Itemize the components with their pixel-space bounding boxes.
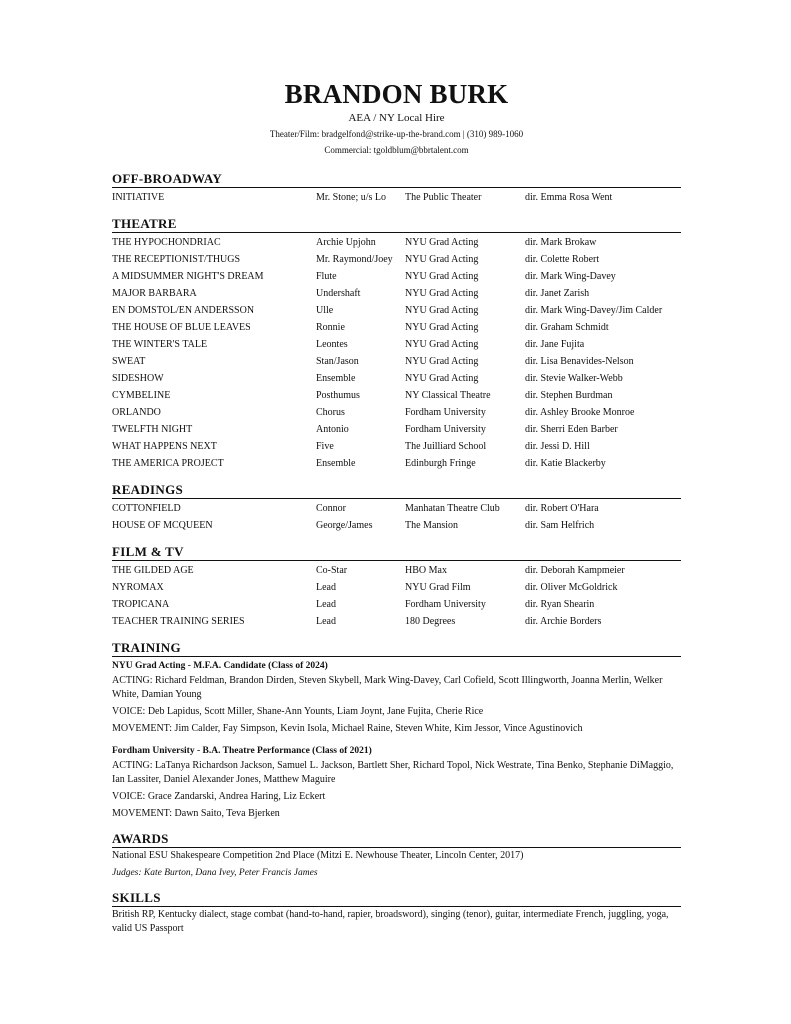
skills-section — [112, 890, 681, 936]
readings-section — [112, 482, 681, 534]
credit-role: Ensemble — [316, 458, 356, 469]
credit-row — [112, 268, 681, 285]
credit-title: A MIDSUMMER NIGHT'S DREAM — [112, 271, 264, 282]
credit-title: COTTONFIELD — [112, 503, 181, 514]
credit-title: THE WINTER'S TALE — [112, 339, 208, 350]
credit-role: Chorus — [316, 407, 345, 418]
fordham-movement-teachers: MOVEMENT: Dawn Saito, Teva Bjerken — [112, 808, 280, 819]
credit-director: dir. Jessi D. Hill — [525, 441, 590, 452]
credit-director: dir. Sam Helfrich — [525, 520, 595, 531]
credit-venue: NYU Grad Acting — [405, 305, 479, 316]
credit-director: dir. Oliver McGoldrick — [525, 582, 618, 593]
theatre-section — [112, 216, 681, 472]
actor-name: BRANDON BURK — [284, 79, 509, 109]
credit-row — [112, 455, 681, 472]
credit-title: THE GILDED AGE — [112, 565, 194, 576]
credit-row — [112, 596, 681, 613]
credit-venue: Fordham University — [405, 407, 486, 418]
credit-role: Lead — [316, 616, 336, 627]
credit-row — [112, 234, 681, 251]
credit-row — [112, 421, 681, 438]
credit-venue: The Mansion — [405, 520, 459, 531]
credit-title: THE AMERICA PROJECT — [112, 458, 224, 469]
credit-title: MAJOR BARBARA — [112, 288, 197, 299]
credit-row — [112, 613, 681, 630]
fordham-acting-teachers: ACTING: LaTanya Richardson Jackson, Samuel L. Jackson, Bartlett Sher, Richard Topol, Nick Westrate, Tina Benko, Stephanie DiMaggio, Ian Lassiter, Daniel Alexander Jones, Matthew Maguire — [112, 760, 674, 785]
award-judges — [112, 866, 681, 880]
section-title: OFF-BROADWAY — [112, 171, 681, 188]
credit-role: Co-Star — [316, 565, 348, 576]
credit-venue: NYU Grad Acting — [405, 271, 479, 282]
credit-director: dir. Colette Robert — [525, 254, 600, 265]
credit-director: dir. Jane Fujita — [525, 339, 585, 350]
credit-title: EN DOMSTOL/EN ANDERSSON — [112, 305, 255, 316]
credit-title: TROPICANA — [112, 599, 170, 610]
credit-venue: NYU Grad Acting — [405, 339, 479, 350]
school-nyu: NYU Grad Acting - M.F.A. Candidate (Class of 2024) — [112, 661, 328, 671]
training-section — [112, 640, 681, 821]
section-title: THEATRE — [112, 216, 681, 233]
credit-row — [112, 562, 681, 579]
credit-title: HOUSE OF MCQUEEN — [112, 520, 213, 531]
credit-director: dir. Stephen Burdman — [525, 390, 613, 401]
nyu-movement-teachers: MOVEMENT: Jim Calder, Fay Simpson, Kevin Isola, Michael Raine, Steven White, Kim Jessor, Vince Agustinovich — [112, 723, 583, 734]
credit-row — [112, 319, 681, 336]
judges-names: : Kate Burton, Dana Ivey, Peter Francis James — [138, 868, 318, 878]
credit-row — [112, 579, 681, 596]
credit-venue: Manhatan Theatre Club — [405, 503, 500, 514]
credit-role: Connor — [316, 503, 346, 514]
credit-role: Leontes — [316, 339, 348, 350]
credit-venue: Fordham University — [405, 424, 486, 435]
nyu-acting-teachers: ACTING: Richard Feldman, Brandon Dirden, Steven Skybell, Mark Wing-Davey, Carl Cofield, Scott Illingworth, Joanna Merlin, Welker White, Damian Young — [112, 675, 663, 700]
credit-role: Ensemble — [316, 373, 356, 384]
off-broadway-section — [112, 171, 681, 206]
credit-director: dir. Robert O'Hara — [525, 503, 599, 514]
credit-venue: NYU Grad Acting — [405, 288, 479, 299]
credit-title: WHAT HAPPENS NEXT — [112, 441, 217, 452]
section-title: TRAINING — [112, 640, 681, 657]
awards-section — [112, 831, 681, 880]
credit-role: Ronnie — [316, 322, 345, 333]
credit-director: dir. Mark Wing-Davey — [525, 271, 616, 282]
section-title: FILM & TV — [112, 544, 681, 561]
credit-venue: NYU Grad Film — [405, 582, 471, 593]
credit-director: dir. Deborah Kampmeier — [525, 565, 625, 576]
credit-title: INITIATIVE — [112, 192, 165, 203]
credit-venue: NYU Grad Acting — [405, 356, 479, 367]
credit-role: Stan/Jason — [316, 356, 359, 367]
section-title: SKILLS — [112, 890, 681, 907]
credit-title: THE RECEPTIONIST/THUGS — [112, 254, 241, 265]
credit-role: Posthumus — [316, 390, 360, 401]
section-title: AWARDS — [112, 831, 681, 848]
credit-row — [112, 438, 681, 455]
credit-director: dir. Graham Schmidt — [525, 322, 609, 333]
credit-venue: NYU Grad Acting — [405, 237, 479, 248]
credit-title: SWEAT — [112, 356, 146, 367]
credit-venue: NY Classical Theatre — [405, 390, 491, 401]
film-tv-section — [112, 544, 681, 630]
credit-director: dir. Ashley Brooke Monroe — [525, 407, 635, 418]
credit-role: Five — [316, 441, 334, 452]
credit-role: Mr. Stone; u/s Lo — [316, 192, 387, 203]
credit-role: Antonio — [316, 424, 349, 435]
commercial-contact: Commercial: tgoldblum@bbrtalent.com — [324, 145, 469, 155]
credit-venue: HBO Max — [405, 565, 447, 576]
credit-venue: Edinburgh Fringe — [405, 458, 476, 469]
credit-title: SIDESHOW — [112, 373, 164, 384]
credit-role: Undershaft — [316, 288, 361, 299]
resume-page — [112, 78, 681, 939]
credit-row — [112, 336, 681, 353]
credit-row — [112, 404, 681, 421]
credit-director: dir. Stevie Walker-Webb — [525, 373, 623, 384]
credit-title: THE HOUSE OF BLUE LEAVES — [112, 322, 251, 333]
credit-director: dir. Emma Rosa Went — [525, 192, 613, 203]
credit-row — [112, 285, 681, 302]
credit-role: George/James — [316, 520, 373, 531]
credit-venue: NYU Grad Acting — [405, 373, 479, 384]
union-status: AEA / NY Local Hire — [348, 112, 445, 124]
credit-title: CYMBELINE — [112, 390, 171, 401]
credit-row — [112, 517, 681, 534]
section-title: READINGS — [112, 482, 681, 499]
credit-venue: The Juilliard School — [405, 441, 487, 452]
credit-venue: 180 Degrees — [405, 616, 456, 627]
credit-director: dir. Mark Brokaw — [525, 237, 597, 248]
credit-role: Flute — [316, 271, 337, 282]
credit-venue: Fordham University — [405, 599, 486, 610]
credit-title: THE HYPOCHONDRIAC — [112, 237, 221, 248]
credit-director: dir. Ryan Shearin — [525, 599, 595, 610]
skills-list: British RP, Kentucky dialect, stage combat (hand-to-hand, rapier, broadsword), singing (tenor), guitar, intermediate French, juggling, yoga, valid US Passport — [112, 909, 669, 934]
credit-director: dir. Lisa Benavides-Nelson — [525, 356, 634, 367]
nyu-voice-teachers: VOICE: Deb Lapidus, Scott Miller, Shane-Ann Younts, Liam Joynt, Jane Fujita, Cherie Rice — [112, 706, 484, 717]
credit-title: NYROMAX — [112, 582, 164, 593]
credit-role: Archie Upjohn — [316, 237, 376, 248]
judges-label: Judges — [112, 868, 139, 878]
credit-venue: The Public Theater — [405, 192, 482, 203]
theater-film-contact: Theater/Film: bradgelfond@strike-up-the-brand.com | (310) 989-1060 — [269, 129, 524, 139]
credit-row — [112, 189, 681, 206]
credit-venue: NYU Grad Acting — [405, 322, 479, 333]
credit-row — [112, 370, 681, 387]
credit-director: dir. Mark Wing-Davey/Jim Calder — [525, 305, 663, 316]
credit-title: TWELFTH NIGHT — [112, 424, 193, 435]
credit-role: Lead — [316, 582, 336, 593]
credit-director: dir. Katie Blackerby — [525, 458, 606, 469]
school-fordham: Fordham University - B.A. Theatre Performance (Class of 2021) — [112, 746, 372, 756]
credit-row — [112, 251, 681, 268]
credit-director: dir. Sherri Eden Barber — [525, 424, 618, 435]
credit-row — [112, 302, 681, 319]
credit-role: Lead — [316, 599, 336, 610]
credit-title: ORLANDO — [112, 407, 161, 418]
credit-role: Mr. Raymond/Joey — [316, 254, 393, 265]
credit-director: dir. Archie Borders — [525, 616, 602, 627]
credit-role: Ulle — [316, 305, 334, 316]
credit-title: TEACHER TRAINING SERIES — [112, 616, 245, 627]
fordham-voice-teachers: VOICE: Grace Zandarski, Andrea Haring, Liz Eckert — [112, 791, 326, 802]
credit-venue: NYU Grad Acting — [405, 254, 479, 265]
credit-row — [112, 387, 681, 404]
award-entry: National ESU Shakespeare Competition 2nd Place (Mitzi E. Newhouse Theater, Lincoln Center, 2017) — [112, 850, 524, 861]
credit-row — [112, 353, 681, 370]
credit-row — [112, 500, 681, 517]
credit-director: dir. Janet Zarish — [525, 288, 590, 299]
